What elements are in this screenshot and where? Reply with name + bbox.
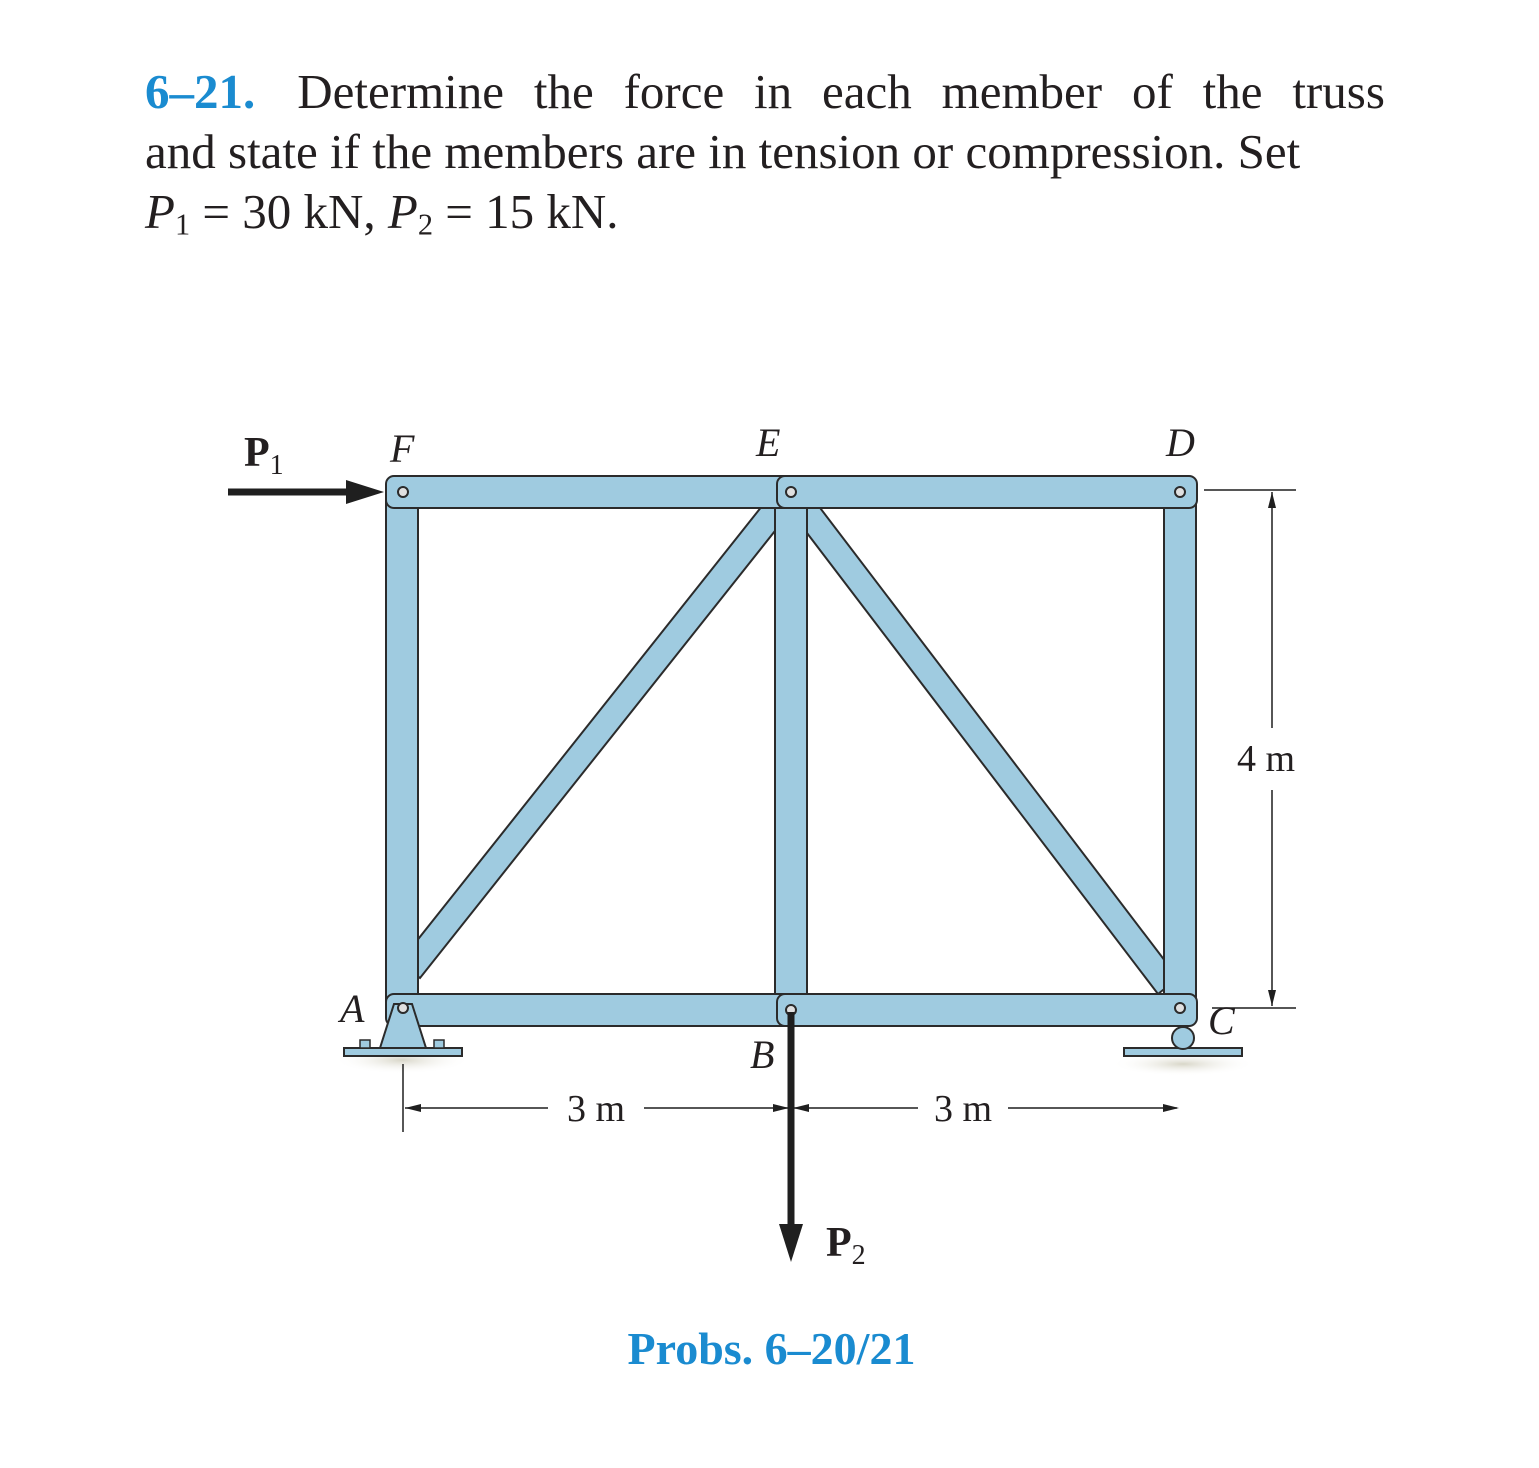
word: force	[623, 64, 725, 119]
member-ed	[777, 476, 1197, 508]
word: of	[1131, 64, 1173, 119]
p1-subscript: 1	[174, 207, 191, 242]
joint-label-c: C	[1208, 998, 1235, 1043]
pin-c	[1175, 1003, 1185, 1013]
joint-label-f: F	[390, 426, 415, 471]
load-p1-label	[244, 430, 284, 481]
member-ec	[791, 496, 1178, 994]
p2-subscript: 2	[417, 207, 434, 242]
joint-label-b: B	[750, 1032, 775, 1077]
member-af	[386, 490, 418, 1012]
p2-value: = 15 kN.	[445, 184, 619, 239]
figure-caption	[0, 1322, 1539, 1375]
load-p2-arrow	[779, 1012, 803, 1262]
word: Determine	[297, 64, 505, 119]
p1-value: = 30 kN,	[202, 184, 376, 239]
load-p1-symbol: P	[244, 430, 270, 476]
dimension-height: 4 m	[1236, 738, 1296, 780]
joint-label-a: A	[340, 986, 365, 1031]
joint-label-e: E	[756, 420, 781, 465]
p1-symbol: P	[145, 184, 175, 239]
pin-d	[1175, 487, 1185, 497]
load-p2-subscript: 2	[851, 1240, 866, 1271]
joint-label-d: D	[1166, 420, 1195, 465]
pin-a	[398, 1003, 408, 1013]
problem-number: 6–21.	[145, 64, 256, 119]
member-ab	[386, 994, 806, 1026]
member-dc	[1164, 490, 1196, 1012]
member-ae	[400, 496, 790, 978]
problem-line-2: and state if the members are in tension or compression. Set	[145, 124, 1301, 179]
word: the	[533, 64, 594, 119]
load-p2-label	[826, 1220, 866, 1271]
member-bc	[777, 994, 1197, 1026]
dimension-right-span: 3 m	[933, 1088, 993, 1130]
word: the	[1202, 64, 1263, 119]
load-p2-symbol: P	[826, 1220, 852, 1266]
word: member	[941, 64, 1103, 119]
word: each	[822, 64, 912, 119]
word: truss	[1292, 64, 1385, 119]
pin-e	[786, 487, 796, 497]
load-p1-subscript: 1	[269, 450, 284, 481]
figure-caption-text: Probs. 6–20/21	[627, 1323, 916, 1374]
word: in	[754, 64, 793, 119]
member-fe	[386, 476, 806, 508]
p2-symbol: P	[387, 184, 418, 239]
load-p1-arrow	[228, 480, 384, 504]
dimension-left-span: 3 m	[566, 1088, 626, 1130]
pin-f	[398, 487, 408, 497]
member-eb	[775, 490, 807, 1012]
